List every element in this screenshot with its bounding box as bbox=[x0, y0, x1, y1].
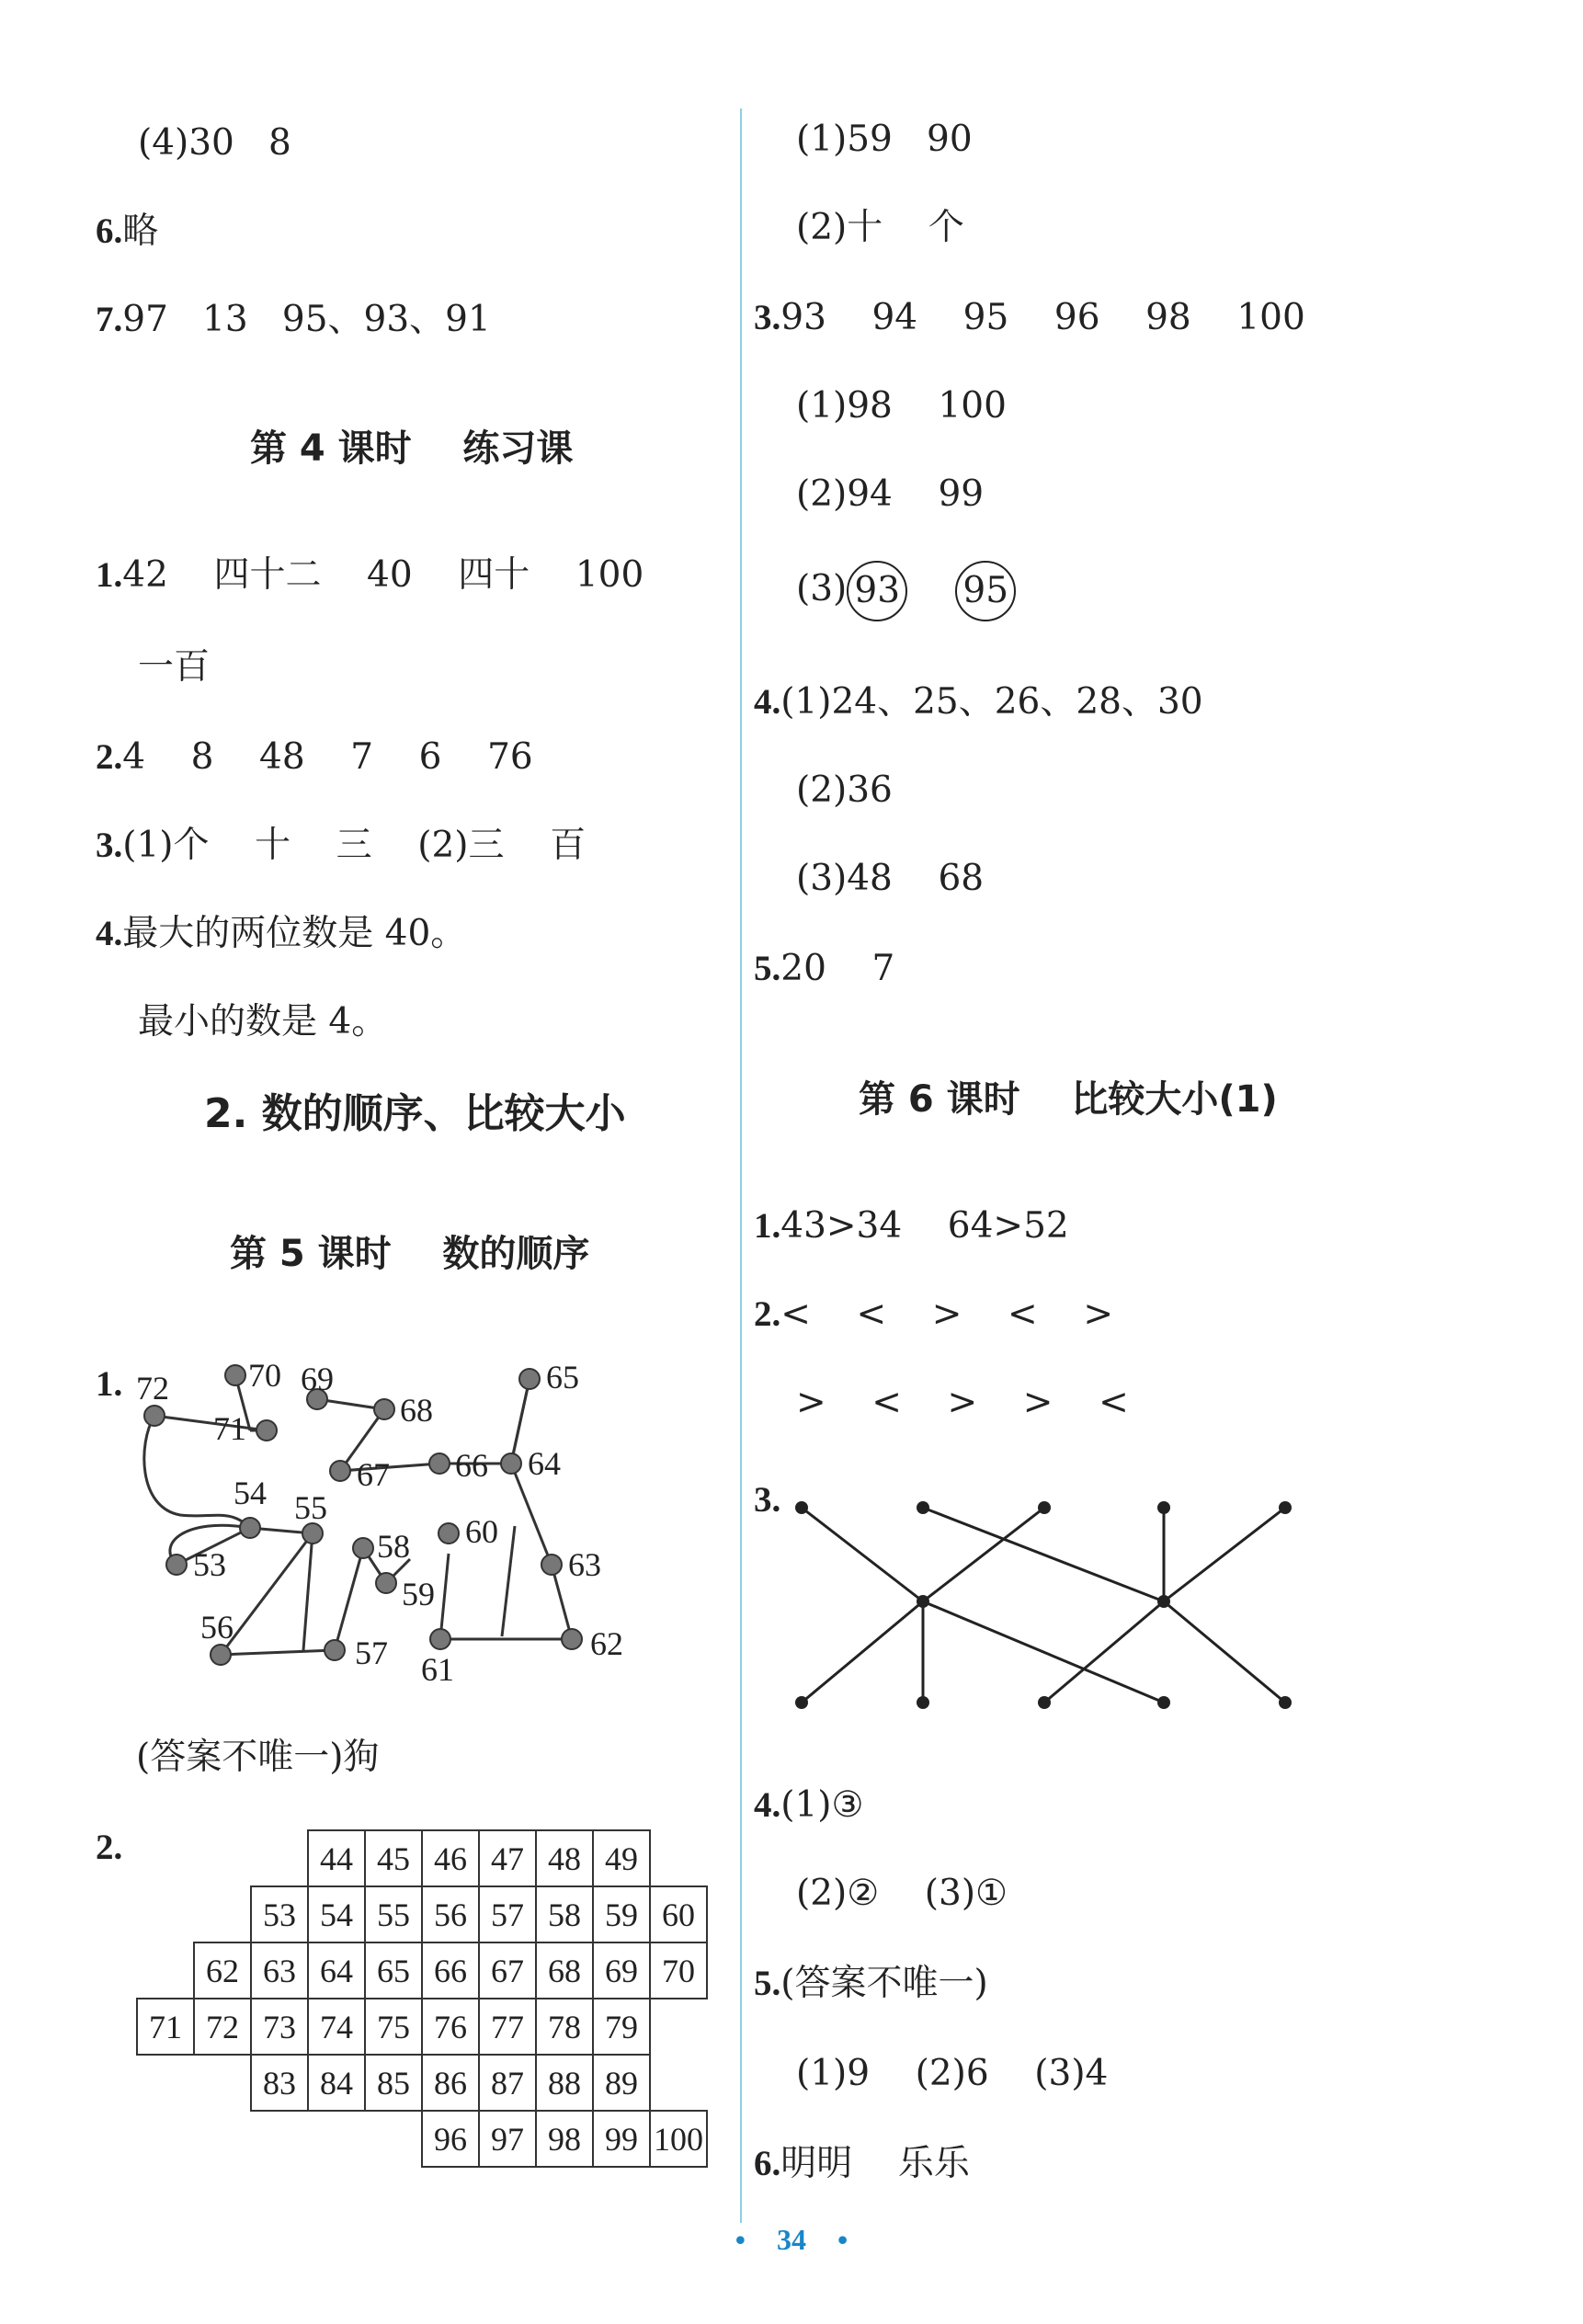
bottom-point-2 bbox=[917, 1696, 929, 1709]
dot-label: 61 bbox=[421, 1651, 454, 1688]
l6-q2-row2: > < > > < bbox=[796, 1382, 1129, 1423]
l6-q5-text: (答案不唯一) bbox=[780, 1963, 988, 2004]
grid-empty-cell bbox=[194, 1886, 251, 1942]
dot-label: 60 bbox=[465, 1513, 498, 1550]
grid-cell: 73 bbox=[251, 1999, 308, 2055]
grid-cell: 59 bbox=[593, 1886, 650, 1942]
grid-empty-cell bbox=[365, 2111, 422, 2167]
grid-row bbox=[137, 1886, 707, 1942]
grid-empty-cell bbox=[650, 1999, 707, 2055]
q7-number: 7. bbox=[96, 300, 123, 339]
grid-cell: 66 bbox=[422, 1942, 479, 1999]
grid-cell: 54 bbox=[308, 1886, 365, 1942]
grid-row bbox=[137, 2055, 707, 2111]
l4-q2-text: 4 8 48 7 6 76 bbox=[122, 736, 533, 778]
l5-q2-number: 2. bbox=[96, 1828, 123, 1867]
l6-q6-line bbox=[754, 2143, 970, 2184]
right-line-2: (2)十 个 bbox=[796, 207, 964, 248]
r-q4-part2: (2)36 bbox=[796, 769, 893, 811]
grid-cell: 96 bbox=[422, 2111, 479, 2167]
dot-label: 71 bbox=[213, 1410, 246, 1447]
bottom-point-4 bbox=[1157, 1696, 1170, 1709]
footer-dot-right: • bbox=[837, 2223, 848, 2256]
grid-cell: 69 bbox=[593, 1942, 650, 1999]
l6-q3-number: 3. bbox=[754, 1480, 781, 1520]
l6-q5-number: 5. bbox=[754, 1964, 781, 2003]
grid-row bbox=[137, 1999, 707, 2055]
l6-q4-row2: (2)② (3)① bbox=[796, 1873, 1008, 1914]
l6-q5-row2: (1)9 (2)6 (3)4 bbox=[796, 2053, 1109, 2094]
dot-label: 72 bbox=[136, 1370, 169, 1407]
dot-label: 63 bbox=[568, 1546, 601, 1583]
grid-cell: 72 bbox=[194, 1999, 251, 2055]
left-line-4-30-8: (4)30 8 bbox=[138, 122, 291, 164]
l4-q1-text: 42 四十二 40 四十 100 bbox=[122, 554, 644, 596]
dot-label: 53 bbox=[193, 1546, 226, 1583]
l4-q2-number: 2. bbox=[96, 737, 123, 777]
grid-cell: 74 bbox=[308, 1999, 365, 2055]
grid-cell: 84 bbox=[308, 2055, 365, 2111]
grid-empty-cell bbox=[650, 1830, 707, 1886]
lesson4-heading: 第 4 课时 练习课 bbox=[250, 427, 574, 470]
top-point-3 bbox=[1038, 1501, 1051, 1514]
grid-empty-cell bbox=[137, 1886, 194, 1942]
r-q3-number: 3. bbox=[754, 298, 781, 337]
grid-empty-cell bbox=[194, 2055, 251, 2111]
grid-cell: 86 bbox=[422, 2055, 479, 2111]
grid-empty-cell bbox=[251, 1830, 308, 1886]
grid-cell: 98 bbox=[536, 2111, 593, 2167]
grid-cell: 75 bbox=[365, 1999, 422, 2055]
grid-cell: 99 bbox=[593, 2111, 650, 2167]
r-q3-part2: (2)94 99 bbox=[796, 473, 985, 515]
section-heading: 2. 数的顺序、比较大小 bbox=[204, 1090, 626, 1137]
grid-cell: 89 bbox=[593, 2055, 650, 2111]
r-q5-number: 5. bbox=[754, 949, 781, 988]
bottom-point-1 bbox=[795, 1696, 808, 1709]
grid-cell: 79 bbox=[593, 1999, 650, 2055]
grid-cell: 83 bbox=[251, 2055, 308, 2111]
grid-cell: 100 bbox=[650, 2111, 707, 2167]
dot-label: 59 bbox=[402, 1576, 435, 1612]
grid-cell: 63 bbox=[251, 1942, 308, 1999]
r-q3-part1: (1)98 100 bbox=[796, 385, 1007, 427]
grid-cell: 88 bbox=[536, 2055, 593, 2111]
grid-cell: 71 bbox=[137, 1999, 194, 2055]
grid-empty-cell bbox=[137, 1942, 194, 1999]
grid-empty-cell bbox=[137, 2111, 194, 2167]
l6-q4-number: 4. bbox=[754, 1785, 781, 1825]
grid-cell: 97 bbox=[479, 2111, 536, 2167]
l4-q3-text: (1)个 十 三 (2)三 百 bbox=[122, 825, 587, 866]
matching-points bbox=[795, 1501, 1292, 1709]
middle-point-2 bbox=[1157, 1595, 1170, 1608]
dot-label: 57 bbox=[355, 1635, 388, 1671]
middle-point-1 bbox=[917, 1595, 929, 1608]
r-q5-text: 20 7 bbox=[780, 948, 895, 989]
l6-q2-number: 2. bbox=[754, 1294, 781, 1334]
grid-cell: 47 bbox=[479, 1830, 536, 1886]
right-line-1-59-90: (1)59 90 bbox=[796, 119, 973, 160]
l6-q2-text: < < > < > bbox=[780, 1293, 1113, 1335]
grid-cell: 64 bbox=[308, 1942, 365, 1999]
q6-text: 略 bbox=[122, 211, 159, 252]
l4-q1-number: 1. bbox=[96, 555, 123, 595]
grid-empty-cell bbox=[137, 1830, 194, 1886]
dot-label: 69 bbox=[301, 1361, 334, 1397]
l5-q1-answer: (答案不唯一)狗 bbox=[136, 1737, 380, 1778]
l6-q6-text: 明明 乐乐 bbox=[780, 2143, 970, 2184]
l6-q1-number: 1. bbox=[754, 1206, 781, 1246]
grid-cell: 45 bbox=[365, 1830, 422, 1886]
page-footer bbox=[0, 2223, 1583, 2257]
grid-empty-cell bbox=[194, 1830, 251, 1886]
q6-number: 6. bbox=[96, 211, 123, 251]
lesson5-heading: 第 5 课时 数的顺序 bbox=[230, 1233, 590, 1275]
grid-cell: 87 bbox=[479, 2055, 536, 2111]
lesson6-heading: 第 6 课时 比较大小(1) bbox=[859, 1078, 1278, 1121]
grid-cell: 68 bbox=[536, 1942, 593, 1999]
l5-q1-number: 1. bbox=[96, 1364, 123, 1404]
bottom-point-5 bbox=[1279, 1696, 1292, 1709]
page-number: 34 bbox=[777, 2223, 806, 2256]
dot-label: 66 bbox=[455, 1447, 488, 1484]
grid-cell: 57 bbox=[479, 1886, 536, 1942]
dot-label: 64 bbox=[528, 1445, 561, 1482]
l6-q1-text: 43>34 64>52 bbox=[780, 1205, 1069, 1247]
grid-row bbox=[137, 1830, 707, 1886]
l4-q1-continued: 一百 bbox=[138, 646, 211, 688]
l6-q4-line bbox=[754, 1784, 864, 1826]
grid-empty-cell bbox=[137, 2055, 194, 2111]
grid-cell: 70 bbox=[650, 1942, 707, 1999]
grid-cell: 48 bbox=[536, 1830, 593, 1886]
top-point-2 bbox=[917, 1501, 929, 1514]
grid-row bbox=[137, 2111, 707, 2167]
grid-empty-cell bbox=[650, 2055, 707, 2111]
dot-label: 56 bbox=[200, 1609, 233, 1646]
grid-cell: 56 bbox=[422, 1886, 479, 1942]
l4-q4-text: 最大的两位数是 40。 bbox=[122, 913, 467, 954]
matching-lines bbox=[802, 1508, 1285, 1703]
top-point-4 bbox=[1157, 1501, 1170, 1514]
grid-cell: 67 bbox=[479, 1942, 536, 1999]
grid-empty-cell bbox=[194, 2111, 251, 2167]
footer-dot-left: • bbox=[735, 2223, 746, 2256]
l4-q4-number: 4. bbox=[96, 914, 123, 953]
r-q4-number: 4. bbox=[754, 682, 781, 722]
r-q3-text: 93 94 95 96 98 100 bbox=[780, 297, 1305, 338]
grid-cell: 53 bbox=[251, 1886, 308, 1942]
dot-label: 68 bbox=[400, 1392, 433, 1429]
l6-q4-text: (1)③ bbox=[780, 1784, 864, 1826]
l6-q6-number: 6. bbox=[754, 2144, 781, 2183]
bottom-point-3 bbox=[1038, 1696, 1051, 1709]
grid-cell: 60 bbox=[650, 1886, 707, 1942]
l4-q4-continued: 最小的数是 4。 bbox=[138, 1001, 388, 1042]
dot-label: 55 bbox=[294, 1489, 327, 1526]
grid-cell: 76 bbox=[422, 1999, 479, 2055]
r-q4-text: (1)24、25、26、28、30 bbox=[780, 681, 1203, 723]
grid-cell: 46 bbox=[422, 1830, 479, 1886]
grid-cell: 58 bbox=[536, 1886, 593, 1942]
dot-label: 70 bbox=[248, 1357, 281, 1394]
l4-q3-number: 3. bbox=[96, 826, 123, 865]
dot-label: 54 bbox=[233, 1475, 267, 1511]
dot-label: 67 bbox=[357, 1456, 390, 1493]
grid-cell: 85 bbox=[365, 2055, 422, 2111]
grid-cell: 78 bbox=[536, 1999, 593, 2055]
r-q4-part3: (3)48 68 bbox=[796, 858, 985, 899]
circled-93: 93 bbox=[847, 561, 907, 621]
grid-empty-cell bbox=[308, 2111, 365, 2167]
grid-cell: 49 bbox=[593, 1830, 650, 1886]
grid-empty-cell bbox=[251, 2111, 308, 2167]
grid-cell: 44 bbox=[308, 1830, 365, 1886]
top-point-1 bbox=[795, 1501, 808, 1514]
number-grid bbox=[136, 1829, 708, 2168]
top-point-5 bbox=[1279, 1501, 1292, 1514]
grid-cell: 62 bbox=[194, 1942, 251, 1999]
l6-q5-line bbox=[754, 1963, 988, 2004]
circled-95: 95 bbox=[955, 561, 1016, 621]
r-q3-part3-label: (3) bbox=[796, 568, 848, 609]
q7-text: 97 13 95、93、91 bbox=[122, 299, 491, 340]
grid-row bbox=[137, 1942, 707, 1999]
grid-cell: 77 bbox=[479, 1999, 536, 2055]
grid-cell: 55 bbox=[365, 1886, 422, 1942]
dot-label: 58 bbox=[377, 1528, 410, 1565]
grid-cell: 65 bbox=[365, 1942, 422, 1999]
dot-label: 65 bbox=[546, 1359, 579, 1396]
dot-label: 62 bbox=[590, 1625, 623, 1662]
